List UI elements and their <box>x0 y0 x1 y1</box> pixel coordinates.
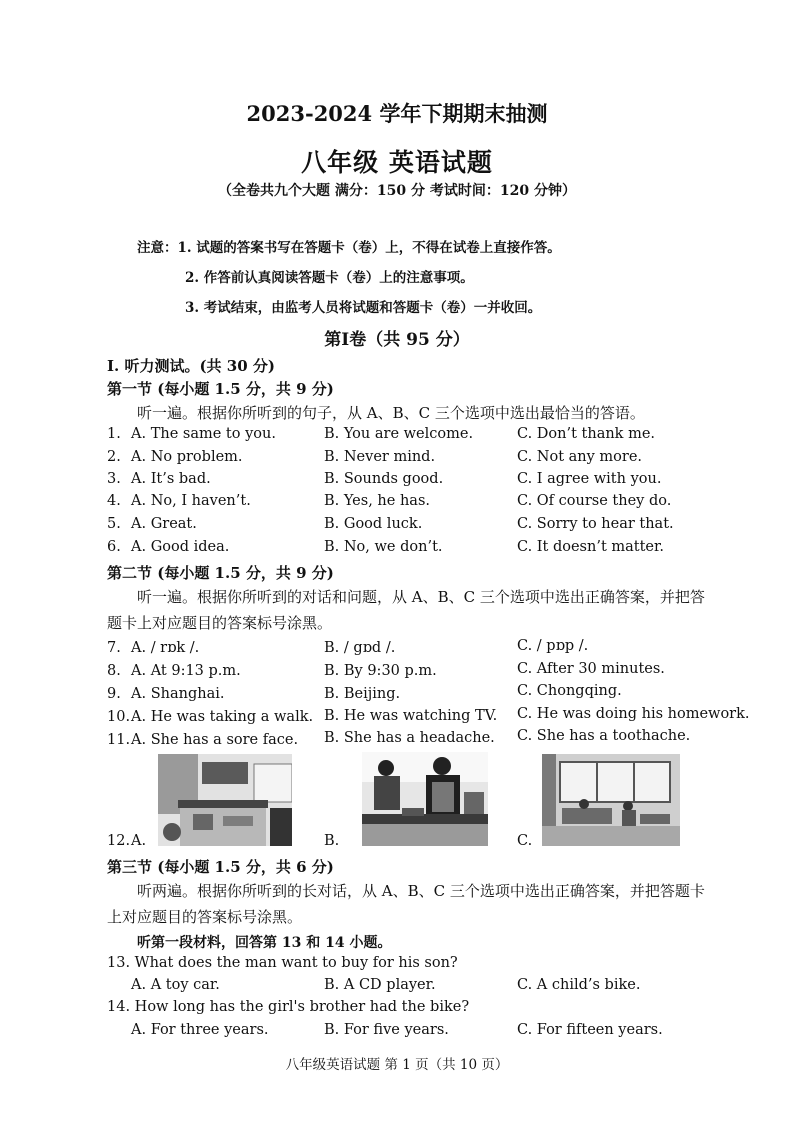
option-c: C. Sorry to hear that. <box>517 516 674 532</box>
question-13-stem: 13. What does the man want to buy for his son? <box>107 955 458 971</box>
note-1: 注意：1. 试题的答案书写在答题卡（卷）上，不得在试卷上直接作答。 <box>137 240 561 256</box>
exam-info: （全卷共九个大题 满分：150 分 考试时间：120 分钟） <box>218 183 576 199</box>
option-a: A. The same to you. <box>131 426 276 442</box>
option-a: A. No, I haven’t. <box>131 493 251 509</box>
question-number: 6. <box>107 539 121 555</box>
sec1-instruction: 听一遍。根据你所听到的句子，从 A、B、C 三个选项中选出最恰当的答语。 <box>137 404 645 422</box>
question-number: 1. <box>107 426 121 442</box>
option-b: B. Yes, he has. <box>324 493 430 509</box>
question-number: 10. <box>107 709 131 725</box>
sec2-instruction: 听一遍。根据你所听到的对话和问题，从 A、B、C 三个选项中选出正确答案，并把答 <box>137 588 705 606</box>
option-c: C. I agree with you. <box>517 471 662 487</box>
option-b: B. She has a headache. <box>324 730 495 746</box>
question-number: 4. <box>107 493 121 509</box>
option-b: B. / gɒd /. <box>324 640 396 656</box>
question-14-stem: 14. How long has the girl's brother had the bike? <box>107 999 470 1015</box>
option-b: B. For five years. <box>324 1022 449 1038</box>
option-a: A. She has a sore face. <box>131 732 299 748</box>
option-c: C. / pɒp /. <box>517 638 589 654</box>
option-a: A. A toy car. <box>131 977 220 993</box>
note-3: 3. 考试结束，由监考人员将试题和答题卡（卷）一并收回。 <box>185 300 542 316</box>
option-a: A. He was taking a walk. <box>131 709 314 725</box>
option-a: A. At 9:13 p.m. <box>131 663 241 679</box>
option-c-label: C. <box>517 833 533 849</box>
part-title: 第Ⅰ卷（共 95 分） <box>324 330 470 350</box>
sec2-title: 第二节 (每小题 1.5 分，共 9 分) <box>107 564 334 582</box>
option-c: C. After 30 minutes. <box>517 661 665 677</box>
option-a: A. It’s bad. <box>131 471 211 487</box>
option-c: C. Not any more. <box>517 449 643 465</box>
question-number: 8. <box>107 663 121 679</box>
page-footer: 八年级英语试题 第 1 页（共 10 页） <box>285 1057 509 1073</box>
option-b: B. Good luck. <box>324 516 423 532</box>
sec3-title: 第三节 (每小题 1.5 分，共 6 分) <box>107 858 334 876</box>
option-a-label: A. <box>131 833 147 849</box>
option-c: C. He was doing his homework. <box>517 706 750 722</box>
question-number: 5. <box>107 516 121 532</box>
question-number: 3. <box>107 471 121 487</box>
option-b: B. No, we don’t. <box>324 539 443 555</box>
option-b: B. He was watching TV. <box>324 708 498 724</box>
sec1-title: 第一节 (每小题 1.5 分，共 9 分) <box>107 380 334 398</box>
option-b: B. Beijing. <box>324 686 401 702</box>
sec3-material-note: 听第一段材料，回答第 13 和 14 小题。 <box>137 935 392 951</box>
option-b: B. Never mind. <box>324 449 436 465</box>
option-a: A. / rɒk /. <box>131 640 200 656</box>
question-number: 2. <box>107 449 121 465</box>
kitchen-photo <box>158 754 292 846</box>
option-c: C. It doesn’t matter. <box>517 539 664 555</box>
option-a: A. Shanghai. <box>131 686 225 702</box>
question-number: 9. <box>107 686 121 702</box>
option-c: C. A child’s bike. <box>517 977 641 993</box>
sec2-instruction-cont: 题卡上对应题目的答案标号涂黑。 <box>107 614 333 632</box>
option-b: B. A CD player. <box>324 977 436 993</box>
question-number: 7. <box>107 640 121 656</box>
option-c: C. Of course they do. <box>517 493 672 509</box>
option-c: C. She has a toothache. <box>517 728 691 744</box>
question-number: 12. <box>107 833 131 849</box>
cooking-photo <box>362 752 488 846</box>
option-b-label: B. <box>324 833 340 849</box>
option-a: A. Good idea. <box>131 539 230 555</box>
section-heading: I. 听力测试。(共 30 分) <box>107 357 275 375</box>
sec3-instruction: 听两遍。根据你所听到的长对话，从 A、B、C 三个选项中选出正确答案，并把答题卡 <box>137 882 705 900</box>
question-number: 11. <box>107 732 131 748</box>
option-a: A. For three years. <box>131 1022 269 1038</box>
exam-title-year: 2023-2024 学年下期期末抽测 <box>246 101 548 126</box>
living-room-photo <box>542 754 680 846</box>
option-b: B. You are welcome. <box>324 426 474 442</box>
note-2: 2. 作答前认真阅读答题卡（卷）上的注意事项。 <box>185 270 474 286</box>
option-c: C. Don’t thank me. <box>517 426 656 442</box>
option-b: B. By 9:30 p.m. <box>324 663 437 679</box>
option-a: A. Great. <box>131 516 197 532</box>
option-c: C. For fifteen years. <box>517 1022 663 1038</box>
sec3-instruction-cont: 上对应题目的答案标号涂黑。 <box>107 908 303 926</box>
option-b: B. Sounds good. <box>324 471 444 487</box>
option-a: A. No problem. <box>131 449 243 465</box>
option-c: C. Chongqing. <box>517 683 622 699</box>
exam-title-subject: 八年级 英语试题 <box>301 148 493 177</box>
